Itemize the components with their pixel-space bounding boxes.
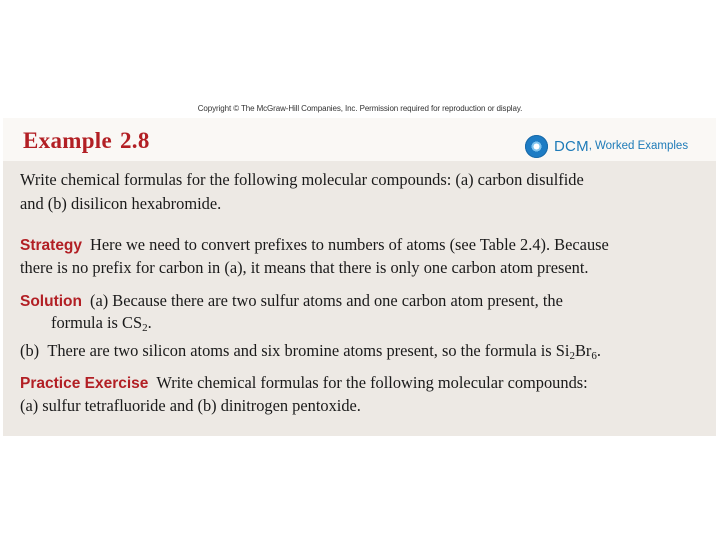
solution-heading: Solution <box>20 293 82 310</box>
problem-line-1: Write chemical formulas for the following molecular compounds: (a) carbon disulfide <box>20 170 584 189</box>
br-subscript: 6 <box>591 350 597 362</box>
practice-text-1: Write chemical formulas for the following molecular compounds: <box>156 373 588 392</box>
strategy-heading: Strategy <box>20 237 83 254</box>
practice-line-1 <box>20 373 588 394</box>
example-number: 2.8 <box>120 128 150 153</box>
copyright-notice: Copyright © The McGraw-Hill Companies, Inc. Permission required for reproduction or display. <box>197 104 523 113</box>
br-symbol: Br <box>574 341 592 360</box>
title-bar <box>3 118 716 161</box>
solution-b-label: (b) <box>20 341 40 360</box>
solution-a-period: . <box>147 313 152 332</box>
dcm-separator: , <box>588 140 592 152</box>
strategy-line-1 <box>20 235 609 256</box>
solution-line-1 <box>20 291 563 312</box>
cd-disc-icon <box>525 135 548 158</box>
solution-a-line-2 <box>51 313 152 333</box>
practice-line-2: (a) sulfur tetrafluoride and (b) dinitrogen pentoxide. <box>20 396 361 415</box>
example-title <box>23 128 150 154</box>
strategy-line-2: there is no prefix for carbon in (a), it means that there is only one carbon atom present. <box>20 258 589 277</box>
dcm-label: DCM <box>554 137 589 155</box>
practice-heading: Practice Exercise <box>20 375 149 392</box>
solution-b-line <box>20 341 601 361</box>
worked-examples-label: Worked Examples <box>594 140 689 152</box>
strategy-text-1: Here we need to convert prefixes to numbers of atoms (see Table 2.4). Because <box>90 235 609 254</box>
solution-b-period: . <box>596 341 601 360</box>
solution-a-formula-text: formula is CS <box>51 313 143 332</box>
dcm-worked-examples-link[interactable] <box>525 134 688 158</box>
si-subscript: 2 <box>569 350 575 362</box>
solution-a-text-1: (a) Because there are two sulfur atoms and one carbon atom present, the <box>90 291 563 310</box>
example-title-word: Example <box>23 128 112 153</box>
cs2-subscript: 2 <box>142 322 148 334</box>
problem-line-2: and (b) disilicon hexabromide. <box>20 194 222 213</box>
example-panel <box>3 118 716 436</box>
solution-b-text: There are two silicon atoms and six bromine atoms present, so the formula is Si <box>47 341 570 360</box>
